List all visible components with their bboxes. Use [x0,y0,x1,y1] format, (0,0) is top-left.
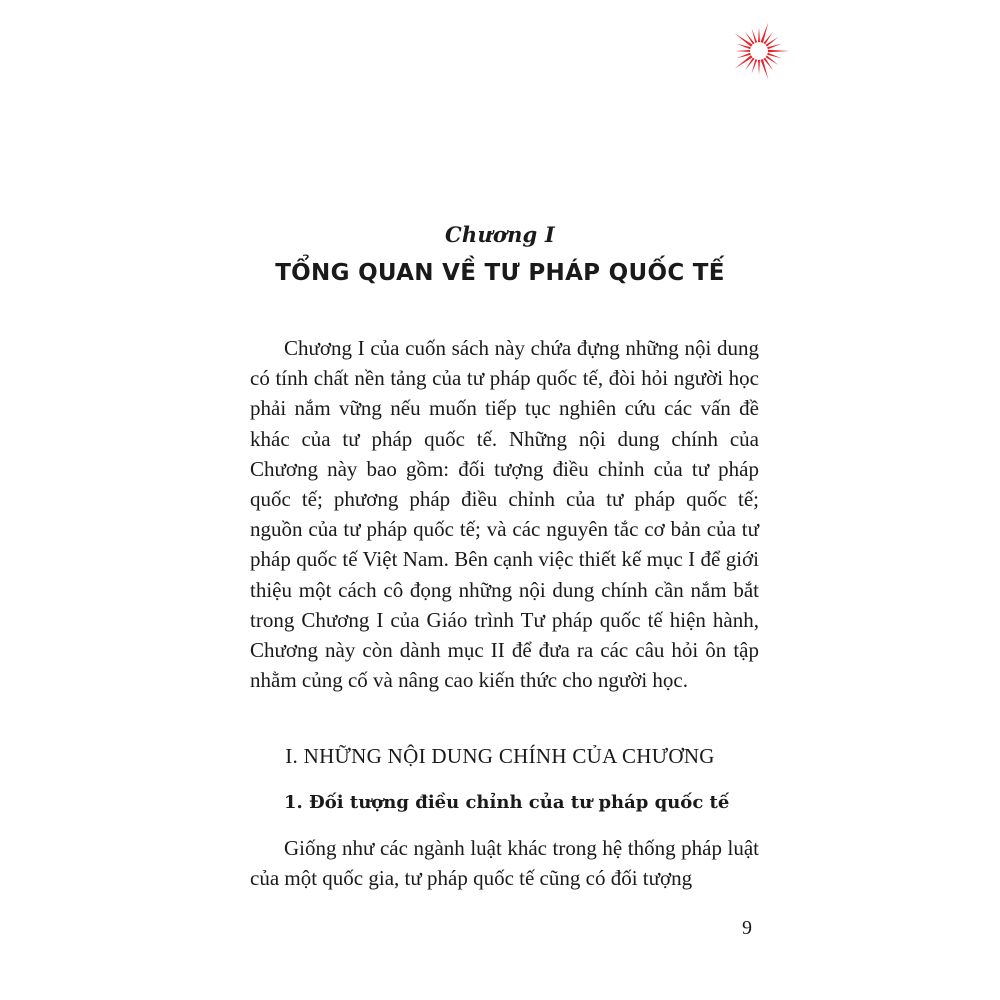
publisher-star-logo-icon [728,20,790,82]
page-number: 9 [742,917,752,939]
intro-paragraph: Chương I của cuốn sách này chứa đựng những nội dung có tính chất nền tảng của tư pháp quốc tế, đòi hỏi người học phải nắm vững nếu muốn tiếp tục nghiên cứu các vấn đề khác của tư pháp quốc tế. Những nội dung chính của Chương này bao gồm: đối tượng điều chỉnh của tư pháp quốc tế; phương pháp điều chỉnh của tư pháp quốc tế; nguồn của tư pháp quốc tế; và các nguyên tắc cơ bản của tư pháp quốc tế Việt Nam. Bên cạnh việc thiết kế mục I để giới thiệu một cách cô đọng những nội dung chính cần nắm bắt trong Chương I của Giáo trình Tư pháp quốc tế hiện hành, Chương này còn dành mục II để đưa ra các câu hỏi ôn tập nhằm củng cố và nâng cao kiến thức cho người học. [250,336,759,693]
chapter-title: TỔNG QUAN VỀ TƯ PHÁP QUỐC TẾ [275,260,725,286]
chapter-label: Chương I [445,222,555,247]
subsection-heading: 1. Đối tượng điều chỉnh của tư pháp quốc tế [284,792,730,813]
section-heading: I. NHỮNG NỘI DUNG CHÍNH CỦA CHƯƠNG [285,744,715,768]
section-paragraph: Giống như các ngành luật khác trong hệ thống pháp luật của một quốc gia, tư pháp quốc tế cũng có đối tượng [250,836,759,891]
